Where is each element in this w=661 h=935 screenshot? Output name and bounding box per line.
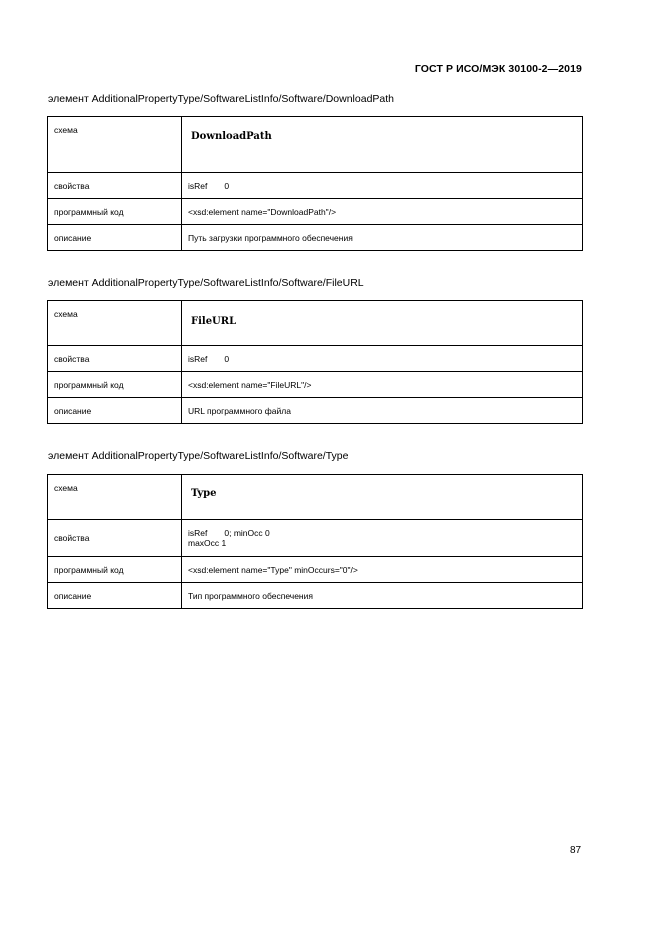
diagram-element-name: FileURL (191, 316, 237, 327)
description-label: описание (48, 398, 182, 424)
code-value: <xsd:element name="Type" minOccurs="0"/> (182, 557, 583, 583)
section-title-type: элемент AdditionalPropertyType/SoftwareListInfo/Software/Type (48, 450, 349, 462)
code-label: программный код (48, 199, 182, 225)
schema-row (48, 117, 583, 173)
description-row (48, 398, 583, 424)
code-label: программный код (48, 557, 182, 583)
properties-label: свойства (48, 520, 182, 557)
maxocc-value: maxOcc 1 (188, 538, 227, 548)
diagram-element-name: DownloadPath (191, 131, 272, 142)
description-value: Тип программного обеспечения (182, 583, 583, 609)
schema-row (48, 475, 583, 520)
diagram-element-name: Type (191, 488, 217, 499)
code-row (48, 557, 583, 583)
code-value: <xsd:element name="FileURL"/> (182, 372, 583, 398)
description-value: URL программного файла (182, 398, 583, 424)
properties-label: свойства (48, 346, 182, 372)
isref-key: isRef (188, 528, 208, 538)
code-value: <xsd:element name="DownloadPath"/> (182, 199, 583, 225)
code-row (48, 199, 583, 225)
element-table-downloadpath (47, 116, 583, 251)
description-row (48, 225, 583, 251)
properties-value (182, 173, 583, 199)
section-title-downloadpath: элемент AdditionalPropertyType/SoftwareListInfo/Software/DownloadPath (48, 93, 395, 105)
section-title-fileurl: элемент AdditionalPropertyType/SoftwareListInfo/Software/FileURL (48, 277, 364, 289)
element-table-fileurl (47, 300, 583, 424)
code-label: программный код (48, 372, 182, 398)
description-row (48, 583, 583, 609)
properties-row (48, 346, 583, 372)
schema-label: схема (48, 301, 182, 346)
schema-diagram (182, 301, 583, 346)
description-value: Путь загрузки программного обеспечения (182, 225, 583, 251)
properties-row (48, 520, 583, 557)
properties-value (182, 520, 583, 557)
schema-label: схема (48, 117, 182, 173)
element-table-type (47, 474, 583, 609)
properties-value (182, 346, 583, 372)
document-standard-header: ГОСТ Р ИСО/МЭК 30100-2—2019 (414, 63, 582, 75)
schema-label: схема (48, 475, 182, 520)
schema-diagram (182, 117, 583, 173)
properties-label: свойства (48, 173, 182, 199)
description-label: описание (48, 225, 182, 251)
page-number: 87 (570, 845, 582, 856)
isref-value: 0 (224, 353, 230, 364)
isref-value: 0 (224, 180, 230, 191)
isref-key: isRef (188, 353, 208, 364)
properties-row (48, 173, 583, 199)
isref-key: isRef (188, 180, 208, 191)
schema-diagram (182, 475, 583, 520)
description-label: описание (48, 583, 182, 609)
schema-row (48, 301, 583, 346)
code-row (48, 372, 583, 398)
isref-value: 0; minOcc 0 (224, 528, 270, 538)
